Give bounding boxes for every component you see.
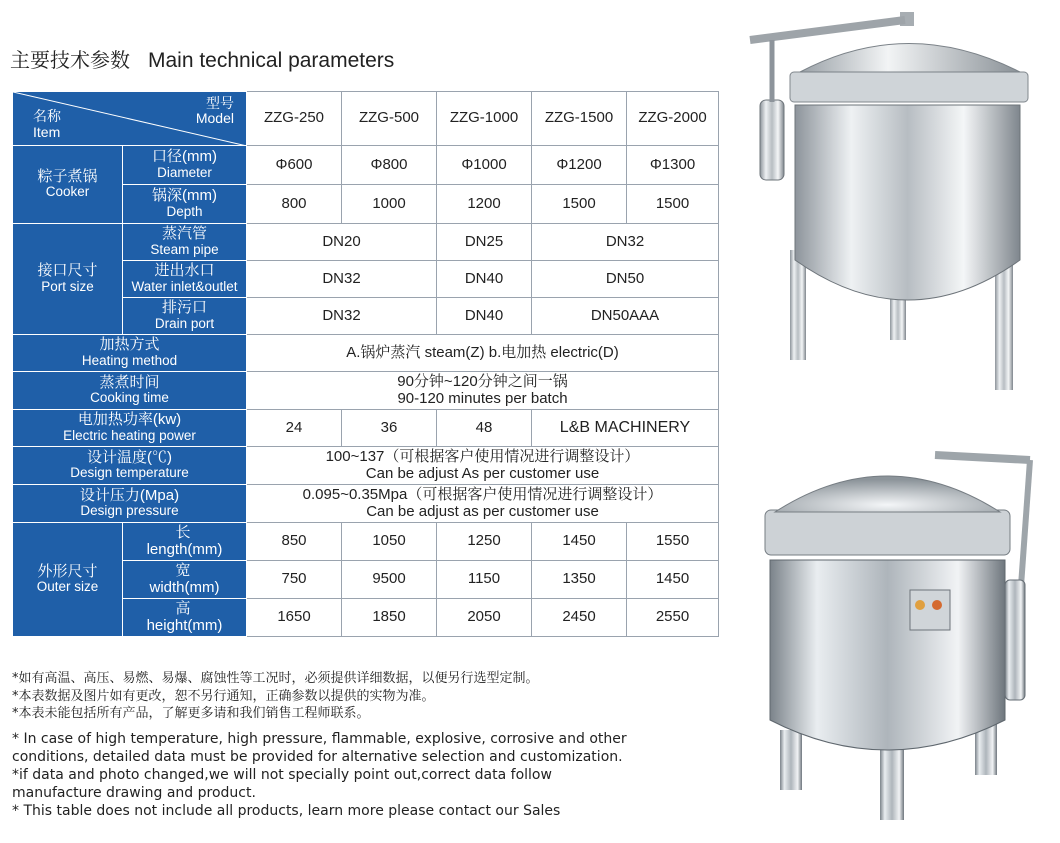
diameter-value: Φ1300 bbox=[627, 146, 719, 185]
depth-label: 锅深(mm) Depth bbox=[123, 185, 247, 224]
length-value: 850 bbox=[247, 523, 342, 561]
steam-label: 蒸汽管 Steam pipe bbox=[123, 224, 247, 261]
power-value: 24 bbox=[247, 410, 342, 447]
note-cn-line: *如有高温、高压、易燃、易爆、腐蚀性等工况时，必须提供详细数据，以便另行选型定制。 bbox=[12, 671, 539, 686]
diameter-value: Φ1000 bbox=[437, 146, 532, 185]
outer-group: 外形尺寸 Outer size bbox=[13, 523, 123, 637]
spec-table bbox=[12, 91, 719, 637]
width-value: 9500 bbox=[342, 561, 437, 599]
cooking-row bbox=[13, 372, 719, 410]
water-label: 进出水口 Water inlet&outlet bbox=[123, 261, 247, 298]
depth-value: 1500 bbox=[532, 185, 627, 224]
note-en-line: * In case of high temperature, high pressure, flammable, explosive, corrosive and other bbox=[12, 731, 627, 747]
height-value: 1850 bbox=[342, 599, 437, 637]
width-value: 750 bbox=[247, 561, 342, 599]
width-label: 宽 width(mm) bbox=[123, 561, 247, 599]
corner-cell bbox=[13, 92, 247, 146]
height-value: 1650 bbox=[247, 599, 342, 637]
width-value: 1150 bbox=[437, 561, 532, 599]
depth-value: 1200 bbox=[437, 185, 532, 224]
title-en: Main technical parameters bbox=[148, 49, 395, 72]
pressure-value: 0.095~0.35Mpa（可根据客户使用情况进行调整设计） Can be adjust as per customer use bbox=[247, 485, 719, 523]
temp-label: 设计温度(℃) Design temperature bbox=[13, 447, 247, 485]
steam-row bbox=[13, 224, 719, 261]
note-cn-line: *本表未能包括所有产品，了解更多请和我们销售工程师联系。 bbox=[12, 706, 370, 721]
height-value: 2550 bbox=[627, 599, 719, 637]
drain-value: DN40 bbox=[437, 298, 532, 335]
power-value: 36 bbox=[342, 410, 437, 447]
water-value: DN32 bbox=[247, 261, 437, 298]
cooker-group: 粽子煮锅 Cooker bbox=[13, 146, 123, 224]
title-cn: 主要技术参数 bbox=[10, 48, 130, 72]
width-value: 1450 bbox=[627, 561, 719, 599]
note-en-line: *if data and photo changed,we will not specially point out,correct data follow bbox=[12, 767, 552, 783]
item-cn: 名称 bbox=[33, 108, 61, 125]
diameter-value: Φ600 bbox=[247, 146, 342, 185]
diameter-value: Φ1200 bbox=[532, 146, 627, 185]
length-value: 1250 bbox=[437, 523, 532, 561]
height-label: 高 height(mm) bbox=[123, 599, 247, 637]
page-title bbox=[10, 44, 394, 73]
model-en: Model bbox=[195, 110, 234, 127]
model-2: ZZG-500 bbox=[342, 92, 437, 146]
heating-value: A.锅炉蒸汽 steam(Z) b.电加热 electric(D) bbox=[247, 335, 719, 372]
cooking-value: 90分钟~120分钟之间一锅 90-120 minutes per batch bbox=[247, 372, 719, 410]
model-3: ZZG-1000 bbox=[437, 92, 532, 146]
note-en-line: conditions, detailed data must be provided for alternative selection and customization. bbox=[12, 749, 623, 765]
length-value: 1550 bbox=[627, 523, 719, 561]
model-cn: 型号 bbox=[206, 95, 234, 111]
drain-value: DN32 bbox=[247, 298, 437, 335]
water-value: DN40 bbox=[437, 261, 532, 298]
drain-value: DN50AAA bbox=[532, 298, 719, 335]
model-4: ZZG-1500 bbox=[532, 92, 627, 146]
length-value: 1450 bbox=[532, 523, 627, 561]
notes-en bbox=[12, 730, 637, 820]
depth-value: 1000 bbox=[342, 185, 437, 224]
note-cn-line: *本表数据及图片如有更改，恕不另行通知，正确参数以提供的实物为准。 bbox=[12, 688, 435, 704]
diameter-row bbox=[13, 146, 719, 185]
power-value: 48 bbox=[437, 410, 532, 447]
heating-row bbox=[13, 335, 719, 372]
drain-label: 排污口 Drain port bbox=[123, 298, 247, 335]
height-value: 2050 bbox=[437, 599, 532, 637]
temp-row bbox=[13, 447, 719, 485]
diameter-label: 口径(mm) Diameter bbox=[123, 146, 247, 185]
length-label: 长 length(mm) bbox=[123, 523, 247, 561]
power-row bbox=[13, 410, 719, 447]
heating-label: 加热方式 Heating method bbox=[13, 335, 247, 372]
port-group: 接口尺寸 Port size bbox=[13, 224, 123, 335]
width-value: 1350 bbox=[532, 561, 627, 599]
steam-value: DN32 bbox=[532, 224, 719, 261]
pressure-label: 设计压力(Mpa) Design pressure bbox=[13, 485, 247, 523]
power-label: 电加热功率(kw) Electric heating power bbox=[13, 410, 247, 447]
length-row bbox=[13, 523, 719, 561]
cooker-photo-bottom bbox=[755, 430, 1050, 830]
temp-value: 100~137（可根据客户使用情况进行调整设计） Can be adjust As per customer use bbox=[247, 447, 719, 485]
height-value: 2450 bbox=[532, 599, 627, 637]
cooker-photo-top bbox=[740, 10, 1050, 400]
note-en-line: * This table does not include all products, learn more please contact our Sales bbox=[12, 803, 561, 819]
diameter-value: Φ800 bbox=[342, 146, 437, 185]
cooking-label: 蒸煮时间 Cooking time bbox=[13, 372, 247, 410]
depth-value: 1500 bbox=[627, 185, 719, 224]
model-1: ZZG-250 bbox=[247, 92, 342, 146]
header-row bbox=[13, 92, 719, 146]
steam-value: DN25 bbox=[437, 224, 532, 261]
brand-text: L&B MACHINERY bbox=[532, 410, 719, 447]
pressure-row bbox=[13, 485, 719, 523]
item-en: Item bbox=[33, 123, 61, 140]
note-en-line: manufacture drawing and product. bbox=[12, 785, 256, 801]
notes-cn bbox=[12, 670, 539, 723]
steam-value: DN20 bbox=[247, 224, 437, 261]
depth-value: 800 bbox=[247, 185, 342, 224]
water-value: DN50 bbox=[532, 261, 719, 298]
length-value: 1050 bbox=[342, 523, 437, 561]
model-5: ZZG-2000 bbox=[627, 92, 719, 146]
